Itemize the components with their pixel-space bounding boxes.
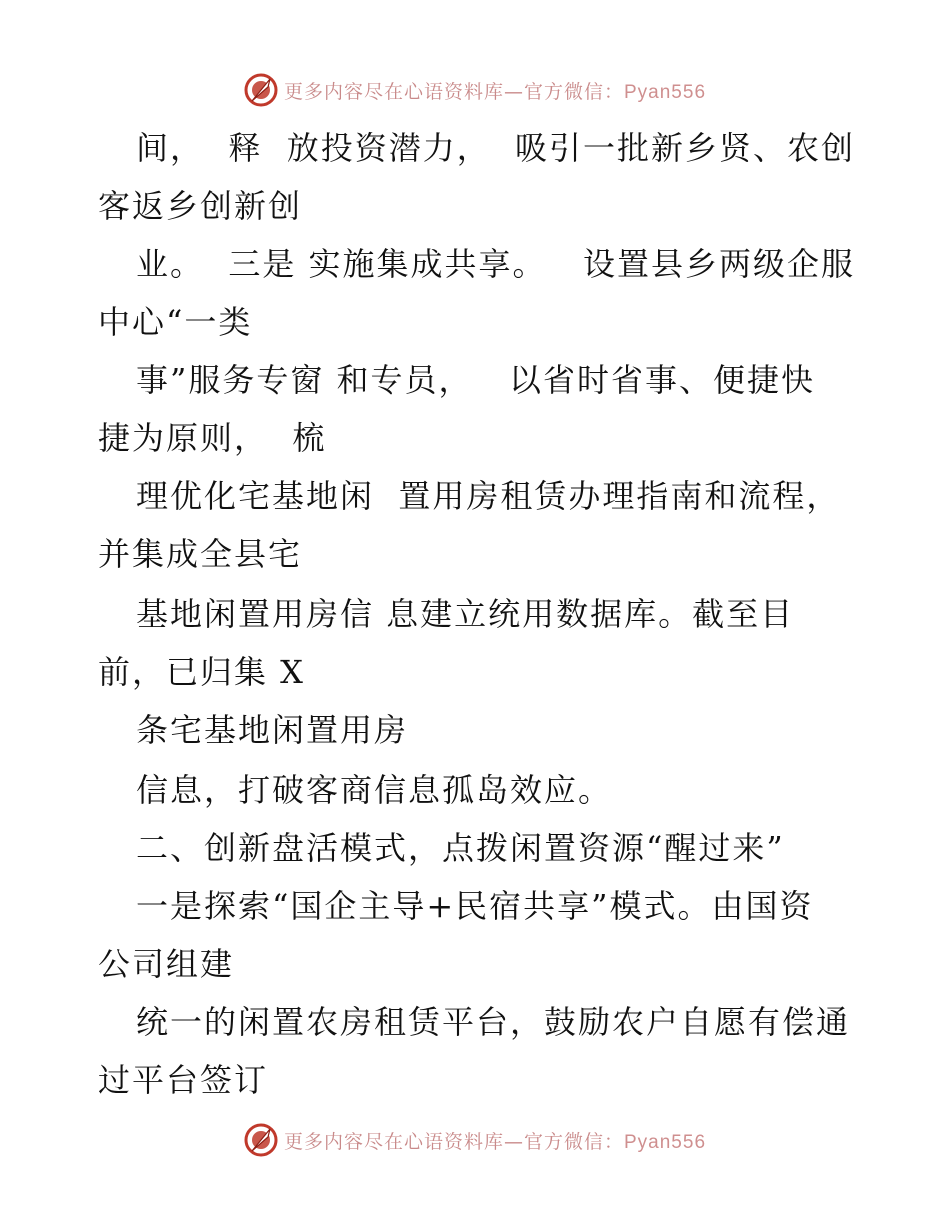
section-heading: 二、创新盘活模式，点拨闲置资源“醒过来” bbox=[136, 829, 785, 867]
text-line: 过平台签订 bbox=[98, 1061, 269, 1099]
watermark-text: 更多内容尽在心语资料库—官方微信： bbox=[283, 80, 624, 103]
watermark-text: 更多内容尽在心语资料库—官方微信： bbox=[283, 1130, 624, 1153]
text-line: 一是探索“国企主导+民宿共享”模式。由国资 bbox=[136, 887, 814, 925]
text-line: 理优化宅基地闲 置用房租赁办理指南和流程， bbox=[136, 477, 841, 515]
footer-watermark bbox=[0, 1120, 950, 1160]
text-line: 统一的闲置农房租赁平台，鼓励农户自愿有偿通 bbox=[136, 1003, 851, 1041]
watermark-id: Pyan556 bbox=[624, 81, 707, 103]
text-line: 条宅基地闲置用房 bbox=[136, 711, 409, 749]
text-line: 前，已归集 X bbox=[98, 653, 305, 691]
text-line: 信息，打破客商信息孤岛效应。 bbox=[136, 771, 613, 809]
quill-seal-icon bbox=[244, 1123, 278, 1157]
text-line: 事”服务专窗 和专员， 以省时省事、便捷快 bbox=[136, 361, 816, 399]
watermark-id: Pyan556 bbox=[624, 1131, 707, 1153]
text-line: 客返乡创新创 bbox=[98, 187, 303, 225]
text-line: 公司组建 bbox=[98, 945, 235, 983]
text-line: 业。 三是 实施集成共享。 设置县乡两级企服 bbox=[136, 245, 856, 283]
header-watermark bbox=[0, 70, 950, 110]
text-line: 中心“一类 bbox=[98, 303, 253, 341]
quill-seal-icon bbox=[244, 73, 278, 107]
text-line: 捷为原则， 梳 bbox=[98, 419, 327, 457]
text-line: 基地闲置用房信 息建立统用数据库。截至目 bbox=[136, 595, 795, 633]
text-line: 间， 释 放投资潜力， 吸引一批新乡贤、农创 bbox=[136, 129, 856, 167]
text-line: 并集成全县宅 bbox=[98, 535, 303, 573]
